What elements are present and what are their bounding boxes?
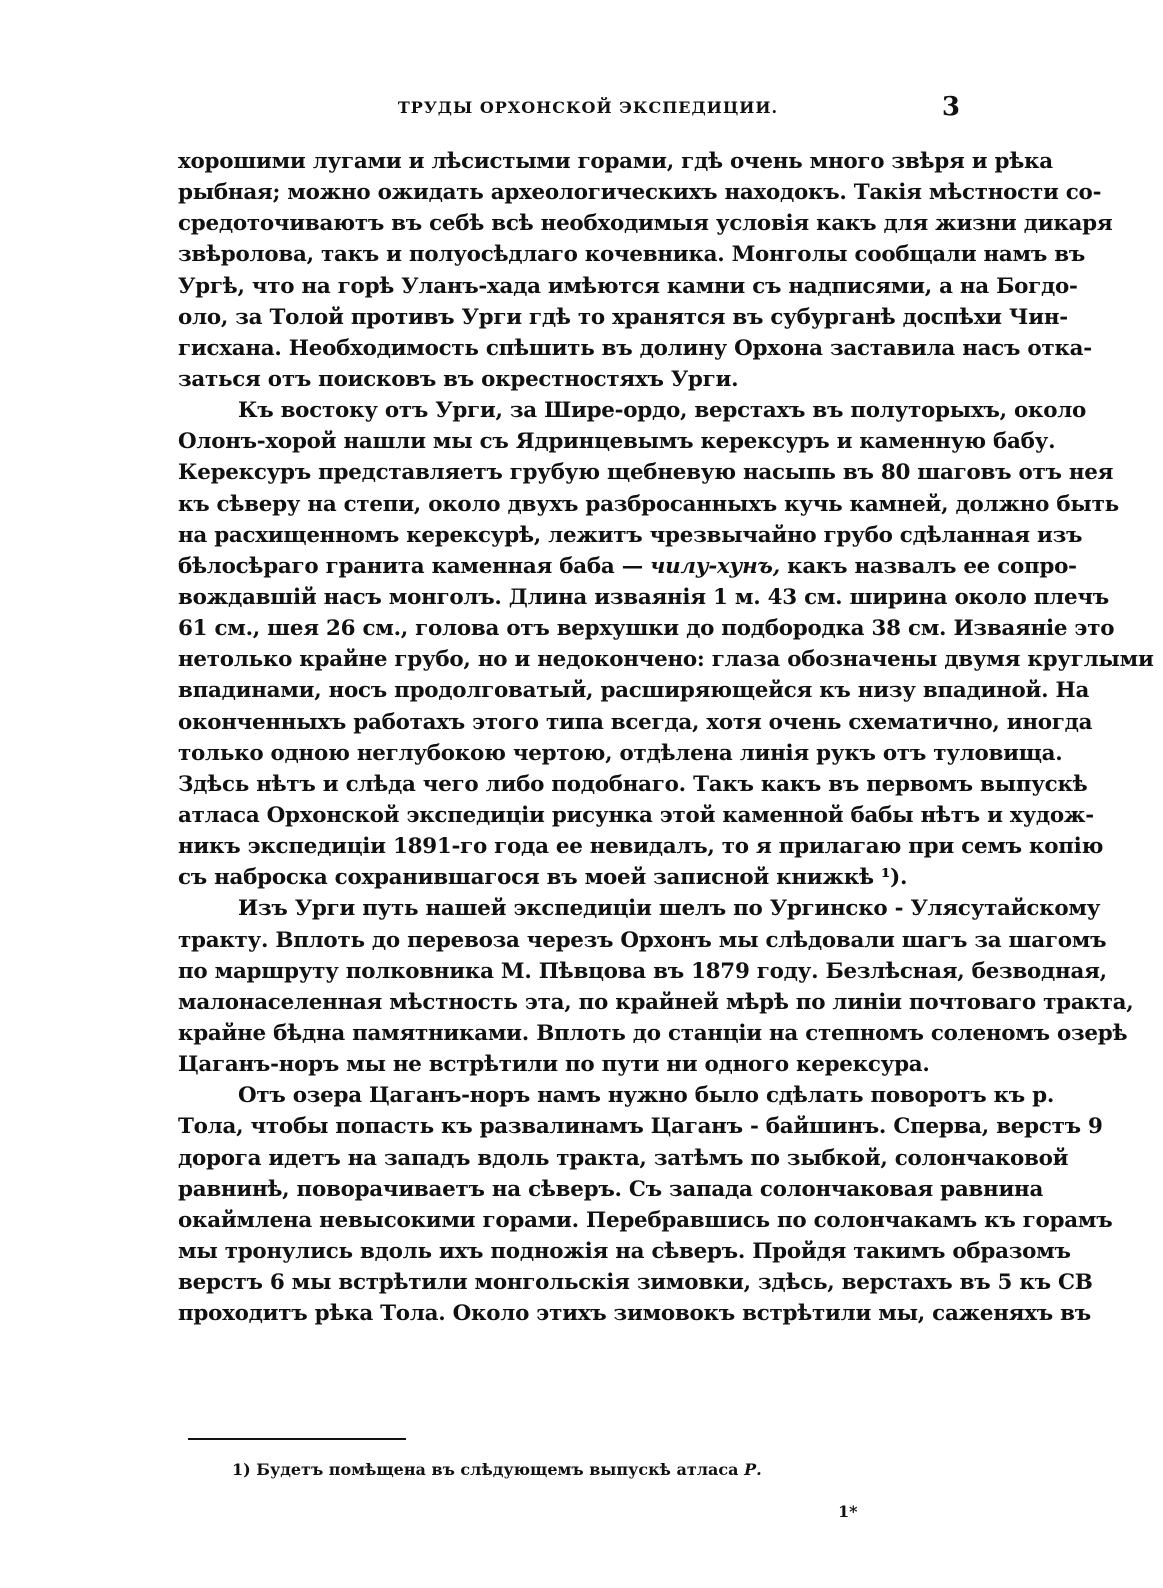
text-line: Цаганъ-норъ мы не встрѣтили по пути ни одного керексура.: [178, 1052, 930, 1078]
text-line-mixed: [178, 551, 1077, 582]
text-line: мы тронулись вдоль ихъ подножія на сѣверъ. Пройдя такимъ образомъ: [178, 1238, 1071, 1264]
italic-term: чилу-хунъ,: [650, 553, 780, 579]
text-line: оконченныхъ работахъ этого типа всегда, хотя очень схематично, иногда: [178, 709, 1093, 735]
text-line: съ наброска сохранившагося въ моей записной книжкѣ ¹).: [178, 865, 908, 891]
text-line: на расхищенномъ керексурѣ, лежитъ чрезвычайно грубо сдѣланная изъ: [178, 522, 1083, 548]
text-line: малонаселенная мѣстность эта, по крайней мѣрѣ по линіи почтоваго тракта,: [178, 989, 1134, 1015]
text-line: Ургѣ, что на горѣ Уланъ-хада имѣются камни съ надписями, а на Богдо-: [178, 273, 1078, 299]
footnote-rule: [188, 1438, 406, 1440]
text-line: рыбная; можно ожидать археологическихъ находокъ. Такія мѣстности со-: [178, 180, 1102, 206]
text-line: средоточиваютъ въ себѣ всѣ необходимыя условія какъ для жизни дикаря: [178, 211, 1113, 237]
text-line: тракту. Вплоть до перевоза черезъ Орхонъ мы слѣдовали шагъ за шагомъ: [178, 927, 1107, 953]
text-line: 61 см., шея 26 см., голова отъ верхушки до подбородка 38 см. Изваяніе это: [178, 616, 1115, 642]
text-line: къ сѣверу на степи, около двухъ разбросанныхъ кучь камней, должно быть: [178, 491, 1119, 517]
text-line: хорошими лугами и лѣсистыми горами, гдѣ очень много звѣря и рѣка: [178, 149, 1053, 174]
text-line: Къ востоку отъ Урги, за Шире-ордо, верстахъ въ полуторыхъ, около: [238, 398, 1087, 424]
text-line: оло, за Толой противъ Урги гдѣ то хранятся въ субурганѣ доспѣхи Чин-: [178, 304, 1068, 330]
text-line: Отъ озера Цаганъ-норъ намъ нужно было сдѣлать поворотъ къ р.: [238, 1083, 1055, 1109]
text-line: гисхана. Необходимость спѣшить въ долину Орхона заставила насъ отка-: [178, 335, 1092, 361]
text-line: проходитъ рѣка Тола. Около этихъ зимовокъ встрѣтили мы, саженяхъ въ: [178, 1301, 1091, 1327]
text-line: по маршруту полковника М. Пѣвцова въ 1879 году. Безлѣсная, безводная,: [178, 958, 1107, 984]
text-line: Керексуръ представляетъ грубую щебневую насыпь въ 80 шаговъ отъ нея: [178, 460, 1114, 486]
text-line: крайне бѣдна памятниками. Вплоть до станціи на степномъ соленомъ озерѣ: [178, 1020, 1128, 1046]
text-line: впадинами, носъ продолговатый, расширяющейся къ низу впадиной. На: [178, 678, 1090, 704]
footnote-text: 1) Будетъ помѣщена въ слѣдующемъ выпускѣ атласа: [232, 1460, 739, 1479]
text-line: атласа Орхонской экспедиціи рисунка этой каменной бабы нѣтъ и худож-: [178, 802, 1094, 828]
text-line: верстъ 6 мы встрѣтили монгольскія зимовки, здѣсь, верстахъ въ 5 къ СВ: [178, 1270, 1093, 1296]
running-head: [178, 92, 968, 122]
text-line: только одною неглубокою чертою, отдѣлена линія рукъ отъ туловища.: [178, 740, 1063, 766]
text-line: Здѣсь нѣтъ и слѣда чего либо подобнаго. Такъ какъ въ первомъ выпускѣ: [178, 771, 1088, 797]
text-line: равнинѣ, поворачиваетъ на сѣверъ. Съ запада солончаковая равнина: [178, 1176, 1044, 1202]
signature-mark: 1*: [838, 1502, 858, 1521]
text-line: вождавшій насъ монголъ. Длина изваянія 1 м. 43 см. ширина около плечъ: [178, 584, 1109, 610]
text-line: никъ экспедиціи 1891-го года ее невидалъ, то я прилагаю при семъ копію: [178, 834, 1104, 860]
text-line: звѣролова, такъ и полуосѣдлаго кочевника. Монголы сообщали намъ въ: [178, 242, 1085, 268]
text-segment: какъ назвалъ ее сопро-: [787, 553, 1077, 579]
footnote: [232, 1460, 762, 1479]
text-line: дорога идетъ на западъ вдоль тракта, затѣмъ по зыбкой, солончаковой: [178, 1145, 1069, 1171]
running-title: ТРУДЫ ОРХОНСКОЙ ЭКСПЕДИЦИИ.: [397, 98, 779, 117]
page-number: 3: [941, 92, 960, 122]
text-line: Олонъ-хорой нашли мы съ Ядринцевымъ керексуръ и каменную бабу.: [178, 429, 1056, 455]
text-segment: бѣлосѣраго гранита каменная баба —: [178, 553, 643, 579]
text-line: Тола, чтобы попасть къ развалинамъ Цаганъ - байшинъ. Сперва, верстъ 9: [178, 1114, 1103, 1140]
text-line: нетолько крайне грубо, но и недокончено: глаза обозначены двумя круглыми: [178, 647, 1154, 673]
footnote-mark: Р.: [744, 1460, 762, 1479]
text-line: Изъ Урги путь нашей экспедиціи шелъ по Ургинско - Улясутайскому: [238, 896, 1101, 922]
text-line: окаймлена невысокими горами. Перебравшись по солончакамъ къ горамъ: [178, 1207, 1113, 1233]
text-line: заться отъ поисковъ въ окрестностяхъ Урги.: [178, 366, 739, 392]
body-text: [178, 146, 1154, 1329]
